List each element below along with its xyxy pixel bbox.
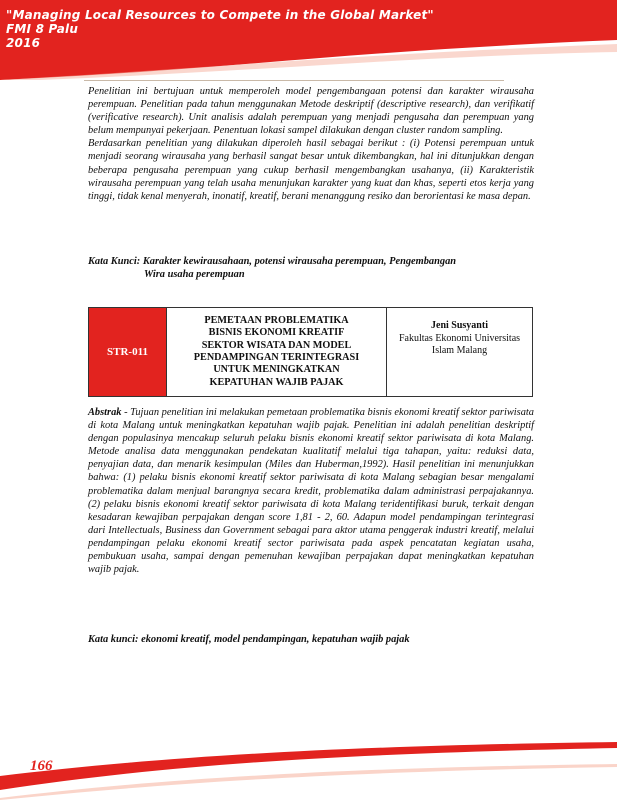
paper-title: [167, 308, 387, 396]
abstract-text: - Tujuan penelitian ini melakukan pemetaan problematika bisnis ekonomi kreatif sektor pariwisata di kota Malang untuk meningkatkan kepatuhan wajib pajak. Penelitian ini adalah penelitian deskriptif dengan populasinya mencakup seluruh pelaku bisnis ekonomi kreatif sektor pariwisata di kota Malang. Metode analisa data menggunakan pendekatan kualitatif melalui tiga tahapan, yaitu: reduksi data, penyajian data, dan menarik kesimpulan (Miles dan Huberman,1992). Hasil penelitian ini menunjukkan bahwa: (1) pelaku bisnis ekonomi kreatif sektor pariwisata di kota Malang sebagian besar mengalami problematika dalam menjual barangnya secara kredit, problematika dalam administrasi perpajakannya. (2) pelaku bisnis ekonomi kreatif sektor pariwisata di kota Malang teridentifikasi buruk, terkait dengan kesadaran kewajiban perpajakan dengan score 1,81 - 2, 60. Adapun model pendampingan terintegrasi dari Intellectuals, Business dan Government sebagai para aktor utama penggerak industri kreatif, melalui pendampingan pelaku ekonomi kreatif sector pariwisata pada aspek pencatatan kegiatan usaha, pembukuan usaha, sampai dengan pemenuhan kewajiban perpajakan dapat meningkatkan kepatuhan wajib pajak.: [88, 407, 534, 576]
conference-header: [6, 8, 434, 50]
paper-header-table: [88, 307, 533, 397]
author-name: Jeni Susyanti: [431, 320, 488, 331]
header-divider: [84, 80, 504, 81]
keywords-line: Kata Kunci: Karakter kewirausahaan, potensi wirausaha perempuan, Pengembangan: [88, 256, 457, 267]
keywords-line: Wira usaha perempuan: [144, 269, 245, 281]
author-affiliation: Islam Malang: [431, 345, 488, 356]
abstract: [88, 406, 534, 576]
abstract-label: Abstrak: [88, 407, 122, 418]
paper-title-line: BISNIS EKONOMI KREATIF: [208, 327, 345, 339]
footer-left-bar: [0, 776, 60, 778]
conference-year: 2016: [6, 36, 41, 50]
paper-title-line: SEKTOR WISATA DAN MODEL: [201, 339, 352, 351]
paper-title-line: PEMETAAN PROBLEMATIKA: [204, 314, 349, 326]
paper-title-line: PENDAMPINGAN TERINTEGRASI: [193, 352, 360, 363]
abstract-paragraph: Penelitian ini bertujuan untuk memperoleh model pengembangaan potensi dan karakter wirausaha perempuan. Penelitian pada tahun menggunakan Metode deskriptif (descriptive research), dan verifikatif (verificative research). Unit analisis adalah perempuan yang menjadi pengusaha dan perempuan yang belum mempunyai pekerjaan. Penentuan lokasi sampel dilakukan dengan cluster random sampling.: [88, 86, 534, 137]
abstract-paragraph: Berdasarkan penelitian yang dilakukan diperoleh hasil sebagai berikut : (i) Potensi perempuan untuk menjadi seorang wirausaha yang berhasil sangat besar untuk dikembangkan, hal ini ditunjukkan dengan beberapa pengusaha perempuan yang cukup berhasil mengembangkan usahanya, (ii) Karakteristik wirausaha perempuan yang telah usaha menunjukan karakter yang kuat dan khas, seperti etos kerja yang tinggi, tidak kenal menyerah, inonatif, kreatif, berani menanggung resiko dan berorientasi ke masa depan.: [88, 138, 534, 202]
page-number: 166: [30, 758, 53, 774]
paper-title-line: UNTUK MENINGKATKAN: [213, 364, 340, 376]
conference-theme: "Managing Local Resources to Compete in the Global Market": [6, 8, 434, 22]
author-affiliation: Fakultas Ekonomi Universitas: [398, 332, 521, 344]
footer-swoosh: [0, 736, 617, 800]
keywords-previous: [88, 255, 534, 281]
conference-name: FMI 8 Palu: [6, 22, 79, 36]
paper-title-line: KEPATUHAN WAJIB PAJAK: [209, 376, 344, 388]
paper-author-block: [387, 308, 532, 396]
abstract-previous: [88, 85, 534, 203]
keywords: Kata kunci: ekonomi kreatif, model pendampingan, kepatuhan wajib pajak: [88, 634, 410, 645]
paper-code: STR-011: [89, 308, 167, 396]
